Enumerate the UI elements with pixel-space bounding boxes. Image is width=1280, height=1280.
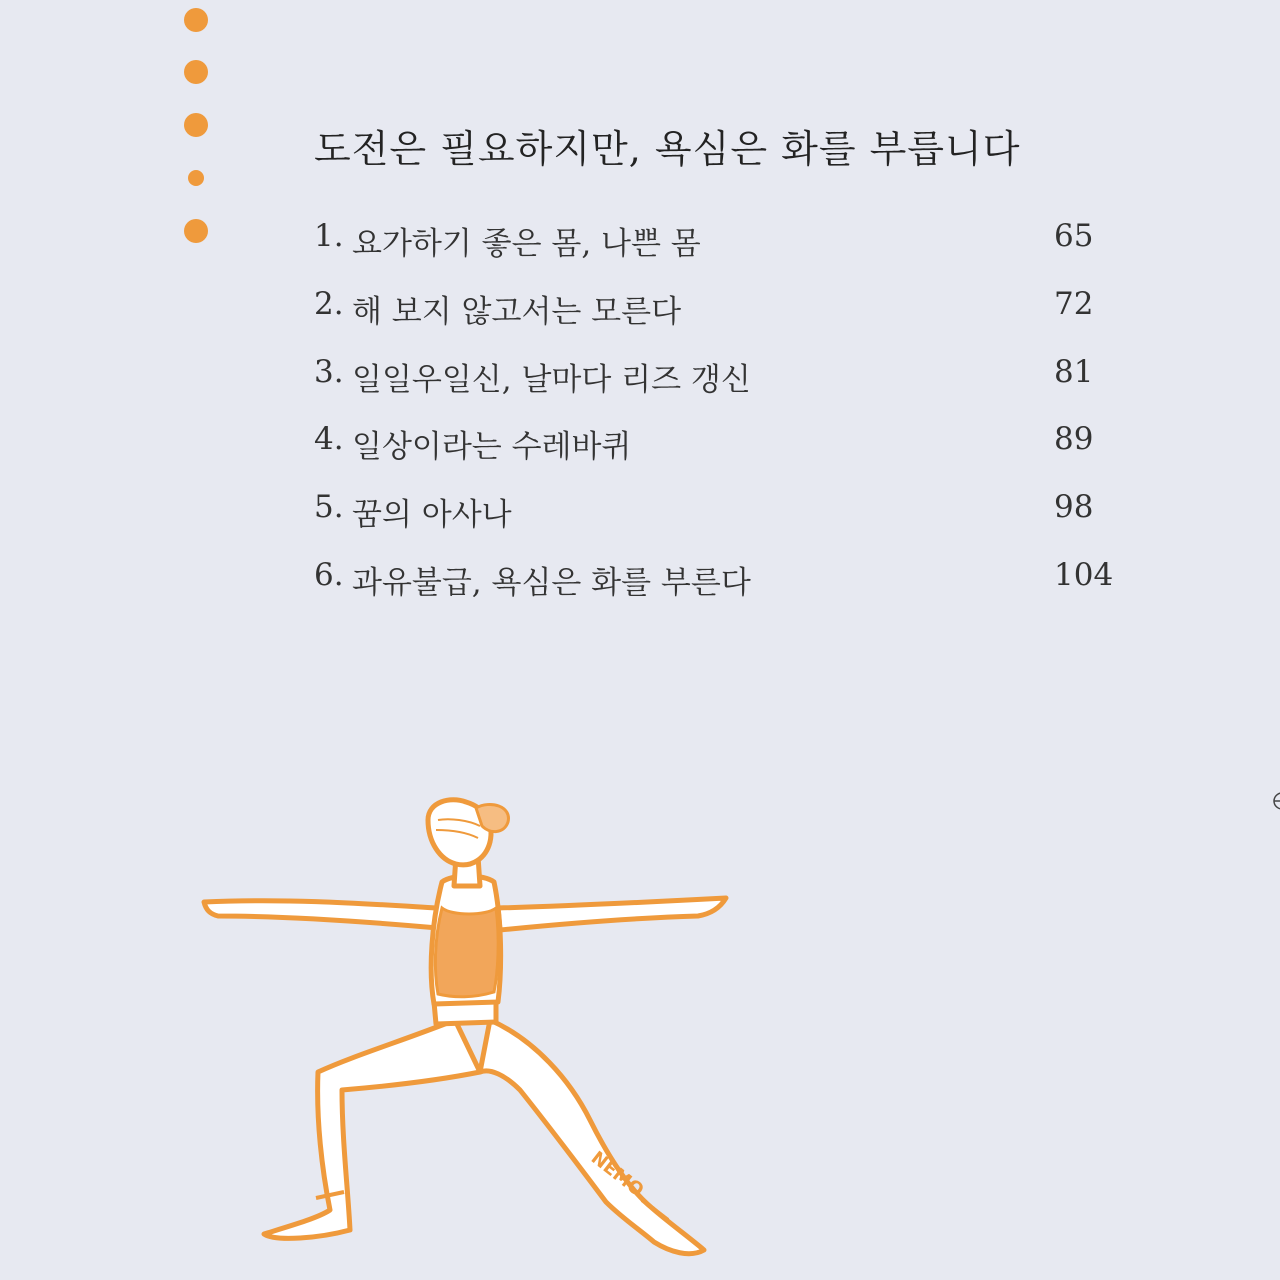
decorative-dot [184,8,208,32]
toc-item[interactable] [314,421,1114,465]
decorative-dot [184,219,208,243]
toc-item-title: 일일우일신, 날마다 리즈 갱신 [352,362,751,398]
toc-item-page: 89 [1054,421,1094,457]
toc-item-title: 해 보지 않고서는 모른다 [352,294,682,330]
decorative-dot [184,60,208,84]
right-arm [498,898,726,930]
decorative-dot [188,170,204,186]
decorative-dot [184,113,208,137]
yoga-figure-illustration [190,790,750,1270]
right-leg [480,1020,704,1254]
toc-item-title: 꿈의 아사나 [352,497,512,533]
toc-item[interactable] [314,218,1114,262]
toc-item-page: 65 [1054,218,1094,254]
left-leg [264,1020,480,1238]
sports-top [435,908,498,997]
left-arm [204,901,438,928]
toc-item-page: 98 [1054,489,1094,525]
toc-item-title: 일상이라는 수레바퀴 [352,429,632,465]
toc-item-number: 6. [314,557,344,593]
toc-item[interactable] [314,354,1114,398]
toc-item-page: 72 [1054,286,1094,322]
toc-item[interactable] [314,557,1114,601]
page-edge-mark [1268,786,1280,816]
toc-item-number: 2. [314,286,344,322]
leg-text: NEMO [586,1147,648,1202]
chapter-title: 도전은 필요하지만, 욕심은 화를 부릅니다 [314,127,1021,171]
toc-item-page: 104 [1054,557,1114,593]
toc-item[interactable] [314,489,1114,533]
toc-item-number: 5. [314,489,344,525]
toc-item[interactable] [314,286,1114,330]
toc-item-number: 1. [314,218,344,254]
toc-item-number: 3. [314,354,344,390]
toc-item-page: 81 [1054,354,1094,390]
toc-item-title: 요가하기 좋은 몸, 나쁜 몸 [352,226,701,262]
toc-item-title: 과유불급, 욕심은 화를 부른다 [352,565,751,601]
toc-item-number: 4. [314,421,344,457]
